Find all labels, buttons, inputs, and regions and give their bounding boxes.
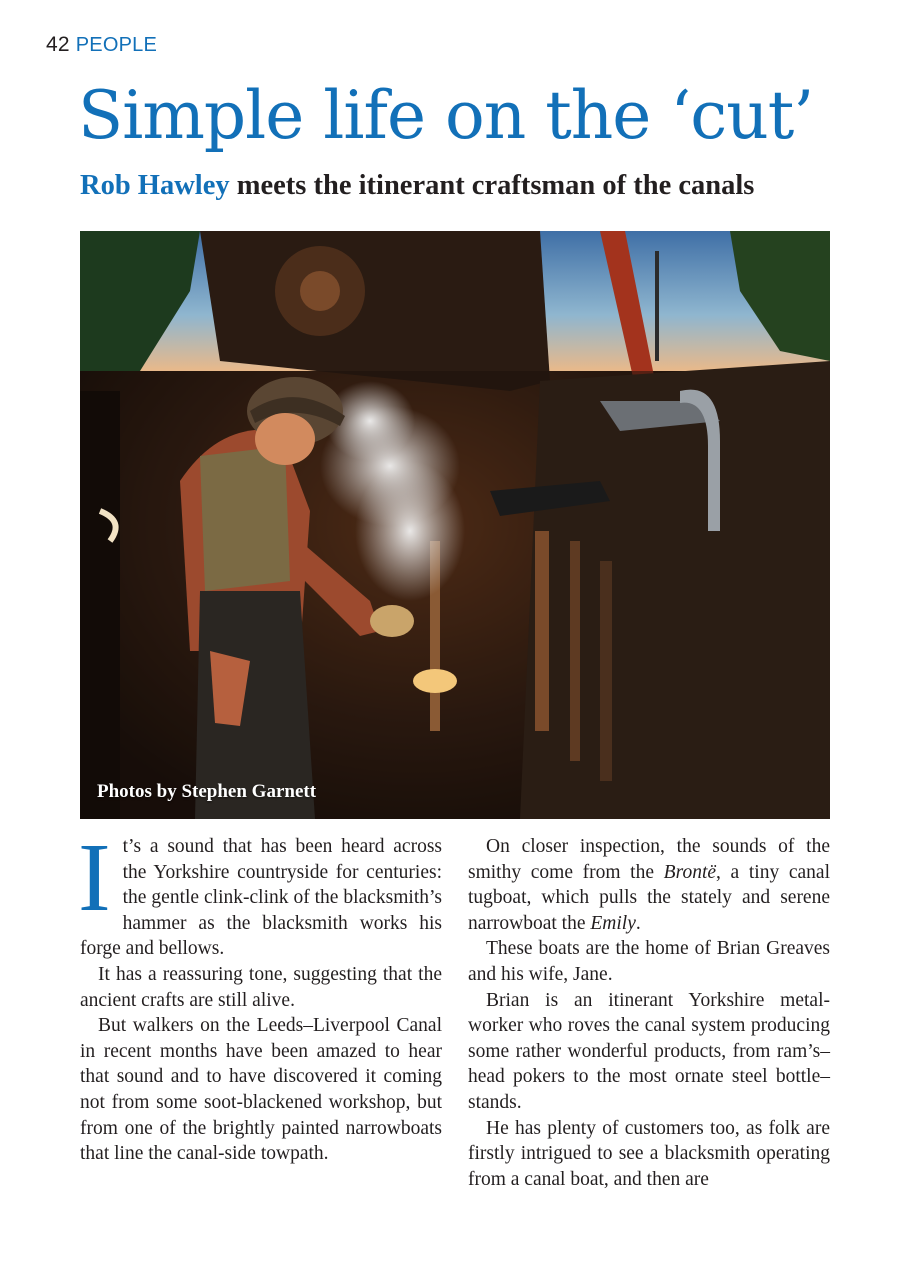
paragraph: It has a reassuring tone, suggesting that the ancient crafts are still alive.: [80, 963, 442, 1011]
page-number: 42: [46, 33, 70, 56]
photo-credit: Photos by Stephen Garnett: [97, 781, 317, 802]
author-name: Rob Hawley: [80, 170, 230, 201]
paragraph: These boats are the home of Brian Greaves and his wife, Jane.: [468, 938, 830, 985]
article-column-right: [468, 834, 830, 1192]
feature-photo: [80, 231, 830, 819]
paragraph-text: .: [635, 912, 641, 934]
paragraph-text: t’s a sound that has been heard across the Yorkshire countryside for centuries: the gentle clink-clink of the blacksmith’s hammer as the blacksmith works his forge and bellows.: [80, 836, 442, 960]
standfirst: [80, 168, 754, 204]
boat-name: Brontë: [663, 861, 717, 883]
article-headline: Simple life on the ‘cut’: [78, 77, 814, 154]
page-folio: [46, 33, 157, 57]
paragraph: [468, 834, 830, 936]
paragraph: Brian is an itinerant Yorkshire metal-worker who roves the canal system producing some rather wonderful products, from ram’s–head pokers to the most ornate steel bottle–stands.: [468, 989, 830, 1113]
section-label: PEOPLE: [75, 34, 158, 56]
paragraph-text: , a tiny canal tugboat, which pulls the stately and serene narrowboat the: [468, 861, 830, 934]
blacksmith-photo-illustration: [80, 231, 830, 819]
boat-name: Emily: [590, 912, 636, 934]
standfirst-text: meets the itinerant craftsman of the canals: [229, 170, 755, 201]
paragraph: But walkers on the Leeds–Liverpool Canal in recent months have been amazed to hear that sound and to have discovered it coming not from some soot-blackened workshop, but from one of the brightly painted narrowboats that line the canal-side towpath.: [80, 1015, 442, 1165]
article-column-left: [78, 824, 442, 1167]
paragraph: He has plenty of customers too, as folk are firstly intrigued to see a blacksmith operating from a canal boat, and then are: [468, 1117, 830, 1190]
paragraph: [78, 824, 442, 962]
paragraph-text: On closer inspection, the sounds of the smithy come from the: [468, 836, 830, 883]
drop-cap: I: [78, 824, 111, 932]
